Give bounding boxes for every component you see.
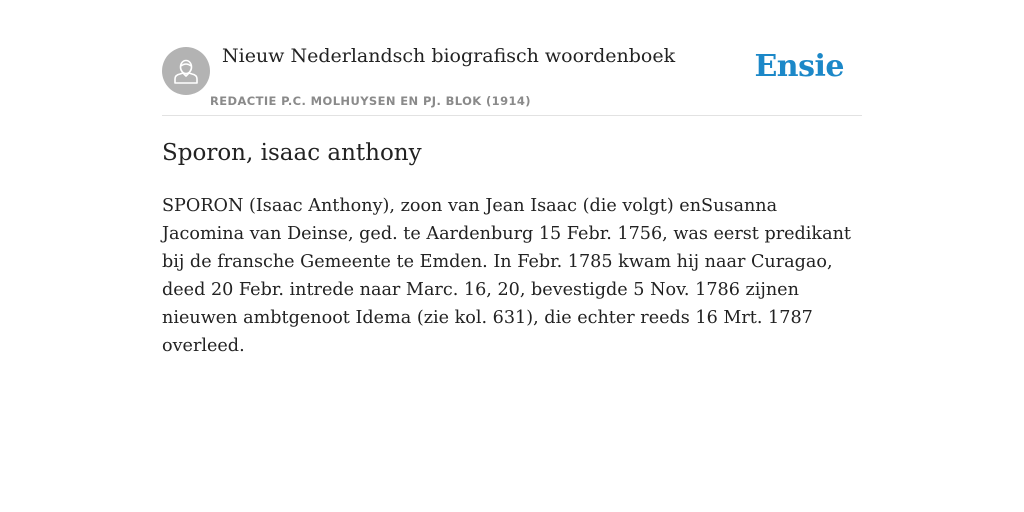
avatar[interactable]: [162, 47, 210, 95]
entry-body: SPORON (Isaac Anthony), zoon van Jean Isaac (die volgt) enSusanna Jacomina van Deinse, ged. te Aardenburg 15 Febr. 1756, was eerst predikant bij de fransche Gemeente te Emden. In Febr. 1785 kwam hij naar Curagao, deed 20 Febr. intrede naar Marc. 16, 20, bevestigde 5 Nov. 1786 zijnen nieuwen ambtgenoot Idema (zie kol. 631), die echter reeds 16 Mrt. 1787 overleed.: [162, 196, 851, 356]
ensie-logo[interactable]: Ensie: [754, 49, 844, 84]
header: [162, 0, 862, 116]
book-title[interactable]: Nieuw Nederlandsch biografisch woordenboek: [222, 45, 676, 67]
page: [162, 0, 862, 356]
book-editors: REDACTIE P.C. MOLHUYSEN EN PJ. BLOK (1914): [210, 94, 531, 108]
entry-title: Sporon, isaac anthony: [162, 140, 422, 166]
user-icon: [173, 57, 199, 85]
